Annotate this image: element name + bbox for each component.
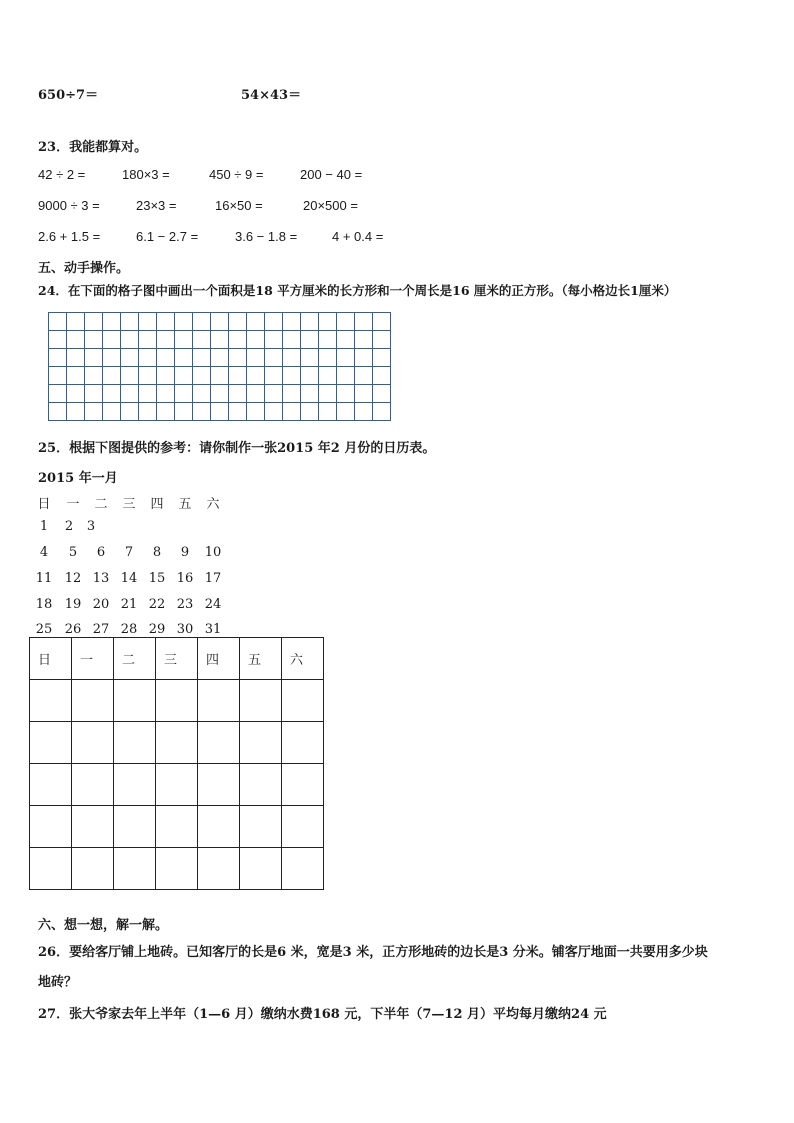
grid-cell[interactable]: [175, 403, 193, 421]
calendar-date: 9: [180, 545, 190, 560]
section-5-heading: 五、动手操作。: [38, 261, 130, 276]
grid-cell[interactable]: [67, 385, 85, 403]
grid-cell[interactable]: [355, 385, 373, 403]
grid-cell[interactable]: [121, 367, 139, 385]
grid-cell[interactable]: [337, 403, 355, 421]
grid-cell[interactable]: [121, 403, 139, 421]
grid-cell[interactable]: [247, 313, 265, 331]
grid-cell[interactable]: [85, 349, 103, 367]
calendar-date: 24: [204, 597, 222, 612]
calendar-blank-row: [30, 806, 324, 848]
calendar-date: 13: [92, 571, 110, 586]
section-6-heading: 六、想一想，解一解。: [38, 918, 169, 933]
calendar-date: 1: [39, 519, 49, 534]
calendar-header-cell: [114, 638, 156, 680]
grid-cell[interactable]: [229, 385, 247, 403]
grid-cell[interactable]: [319, 385, 337, 403]
grid-cell[interactable]: [49, 313, 67, 331]
q26-text-line2: 地砖？: [38, 975, 78, 990]
weekday: 日: [37, 497, 51, 512]
grid-cell[interactable]: [265, 313, 283, 331]
calendar-date: 23: [176, 597, 194, 612]
grid-cell[interactable]: [175, 331, 193, 349]
calendar-blank-cell[interactable]: [156, 764, 198, 806]
weekday-label: 三: [164, 653, 178, 668]
grid-cell[interactable]: [319, 403, 337, 421]
weekday-label: 四: [206, 653, 220, 668]
calendar-date: 8: [152, 545, 162, 560]
expression: 2.6 + 1.5 =: [38, 229, 101, 244]
grid-row: [49, 385, 391, 403]
calendar-date: 27: [92, 622, 110, 637]
grid-cell[interactable]: [67, 367, 85, 385]
weekday-label: 一: [80, 653, 94, 668]
calendar-date: 12: [64, 571, 82, 586]
expression: 9000 ÷ 3 =: [38, 198, 100, 213]
grid-cell[interactable]: [67, 403, 85, 421]
grid-row: [49, 331, 391, 349]
calendar-blank-cell[interactable]: [240, 680, 282, 722]
calendar-blank-cell[interactable]: [240, 806, 282, 848]
calendar-blank-row: [30, 680, 324, 722]
grid-cell[interactable]: [157, 349, 175, 367]
expression: 4 + 0.4 =: [332, 229, 384, 244]
weekday: 三: [122, 497, 136, 512]
q24-title: 24．在下面的格子图中画出一个面积是18 平方厘米的长方形和一个周长是16 厘米的正方形。（每小格边长1厘米）: [38, 283, 677, 298]
grid-cell[interactable]: [283, 385, 301, 403]
calendar-header-cell: [30, 638, 72, 680]
grid-row: [49, 367, 391, 385]
calendar-blank-cell[interactable]: [240, 764, 282, 806]
calendar-date: 21: [120, 597, 138, 612]
grid-cell[interactable]: [175, 367, 193, 385]
grid-cell[interactable]: [103, 331, 121, 349]
expression: 3.6 − 1.8 =: [235, 229, 298, 244]
grid-cell[interactable]: [175, 349, 193, 367]
calendar-blank-cell[interactable]: [240, 722, 282, 764]
grid-cell[interactable]: [355, 349, 373, 367]
grid-cell[interactable]: [229, 403, 247, 421]
calendar-date: 19: [64, 597, 82, 612]
grid-cell[interactable]: [211, 313, 229, 331]
grid-cell[interactable]: [103, 403, 121, 421]
grid-cell[interactable]: [337, 349, 355, 367]
grid-cell[interactable]: [247, 385, 265, 403]
weekday-label: 日: [38, 653, 52, 668]
grid-cell[interactable]: [193, 403, 211, 421]
calendar-date: 14: [120, 571, 138, 586]
calendar-blank-cell[interactable]: [156, 680, 198, 722]
grid-cell[interactable]: [49, 331, 67, 349]
grid-cell[interactable]: [193, 313, 211, 331]
grid-cell[interactable]: [265, 349, 283, 367]
calendar-blank-row: [30, 764, 324, 806]
expression: 6.1 − 2.7 =: [136, 229, 199, 244]
calendar-blank-cell[interactable]: [282, 680, 324, 722]
grid-cell[interactable]: [67, 349, 85, 367]
blank-calendar-table[interactable]: [29, 637, 324, 890]
grid-cell[interactable]: [175, 313, 193, 331]
calendar-date: 25: [35, 622, 53, 637]
grid-cell[interactable]: [337, 331, 355, 349]
grid-cell[interactable]: [49, 367, 67, 385]
calendar-blank-cell[interactable]: [72, 848, 114, 890]
grid-cell[interactable]: [247, 349, 265, 367]
calendar-header-cell: [240, 638, 282, 680]
expression: 42 ÷ 2 =: [38, 167, 86, 182]
grid-cell[interactable]: [319, 313, 337, 331]
grid-cell[interactable]: [193, 367, 211, 385]
grid-cell[interactable]: [355, 313, 373, 331]
grid-cell[interactable]: [211, 367, 229, 385]
grid-cell[interactable]: [247, 331, 265, 349]
calendar-date: 16: [176, 571, 194, 586]
calendar-date: 11: [35, 571, 53, 586]
grid-cell[interactable]: [265, 367, 283, 385]
grid-cell[interactable]: [157, 403, 175, 421]
calendar-blank-row: [30, 722, 324, 764]
grid-cell[interactable]: [85, 367, 103, 385]
grid-cell[interactable]: [157, 385, 175, 403]
grid-cell[interactable]: [67, 331, 85, 349]
weekday: 六: [206, 497, 220, 512]
grid-cell[interactable]: [229, 349, 247, 367]
calendar-blank-cell[interactable]: [156, 806, 198, 848]
calendar-date: 2: [64, 519, 74, 534]
calendar-header-cell: [198, 638, 240, 680]
calendar-blank-cell[interactable]: [72, 806, 114, 848]
problem-multiplication: 54×43＝: [241, 88, 302, 103]
calendar-date: 4: [39, 545, 49, 560]
calendar-date: 7: [124, 545, 134, 560]
calendar-blank-cell[interactable]: [156, 722, 198, 764]
grid-cell[interactable]: [373, 349, 391, 367]
calendar-date: 10: [204, 545, 222, 560]
grid-cell[interactable]: [139, 385, 157, 403]
grid-cell[interactable]: [103, 385, 121, 403]
grid-cell[interactable]: [283, 367, 301, 385]
calendar-date: 29: [148, 622, 166, 637]
grid-cell[interactable]: [157, 331, 175, 349]
grid-cell[interactable]: [139, 331, 157, 349]
grid-cell[interactable]: [139, 367, 157, 385]
grid-cell[interactable]: [337, 367, 355, 385]
weekday-label: 六: [290, 653, 304, 668]
grid-cell[interactable]: [229, 313, 247, 331]
grid-cell[interactable]: [229, 367, 247, 385]
calendar-date: 22: [148, 597, 166, 612]
calendar-blank-row: [30, 848, 324, 890]
weekday: 四: [150, 497, 164, 512]
grid-cell[interactable]: [175, 385, 193, 403]
grid-cell[interactable]: [121, 349, 139, 367]
calendar-date: 20: [92, 597, 110, 612]
grid-cell[interactable]: [373, 403, 391, 421]
grid-cell[interactable]: [85, 403, 103, 421]
grid-cell[interactable]: [121, 331, 139, 349]
q26-text-line1: 26．要给客厅铺上地砖。已知客厅的长是6 米，宽是3 米，正方形地砖的边长是3 分米。铺客厅地面一共要用多少块: [38, 945, 708, 960]
calendar-blank-cell[interactable]: [282, 806, 324, 848]
grid-cell[interactable]: [121, 313, 139, 331]
grid-cell[interactable]: [157, 367, 175, 385]
grid-cell[interactable]: [319, 331, 337, 349]
calendar-blank-cell[interactable]: [114, 764, 156, 806]
weekday: 一: [66, 497, 80, 512]
weekday: 五: [178, 497, 192, 512]
grid-cell[interactable]: [301, 367, 319, 385]
expression: 16×50 =: [215, 198, 263, 213]
problem-division: 650÷7＝: [38, 88, 99, 103]
calendar-blank-cell[interactable]: [30, 806, 72, 848]
calendar-blank-cell[interactable]: [198, 848, 240, 890]
calendar-date: 6: [96, 545, 106, 560]
q27-text: 27．张大爷家去年上半年（1—6 月）缴纳水费168 元，下半年（7—12 月）平均每月缴纳24 元: [38, 1007, 607, 1022]
grid-cell[interactable]: [211, 385, 229, 403]
calendar-date: 30: [176, 622, 194, 637]
grid-cell[interactable]: [373, 313, 391, 331]
expression: 20×500 =: [303, 198, 358, 213]
weekday-label: 二: [122, 653, 136, 668]
grid-cell[interactable]: [49, 349, 67, 367]
calendar-date: 3: [86, 519, 96, 534]
grid-cell[interactable]: [193, 349, 211, 367]
calendar-date: 15: [148, 571, 166, 586]
grid-cell[interactable]: [319, 349, 337, 367]
calendar-date: 31: [204, 622, 222, 637]
expression: 23×3 =: [136, 198, 177, 213]
grid-cell[interactable]: [139, 403, 157, 421]
calendar-blank-cell[interactable]: [30, 722, 72, 764]
grid-cell[interactable]: [283, 403, 301, 421]
grid-cell[interactable]: [355, 331, 373, 349]
grid-cell[interactable]: [373, 331, 391, 349]
calendar-blank-cell[interactable]: [114, 806, 156, 848]
calendar-header-cell: [282, 638, 324, 680]
grid-cell[interactable]: [49, 403, 67, 421]
grid-cell[interactable]: [355, 403, 373, 421]
calendar-blank-cell[interactable]: [282, 722, 324, 764]
grid-cell[interactable]: [85, 331, 103, 349]
calendar-blank-cell[interactable]: [114, 680, 156, 722]
grid-cell[interactable]: [139, 349, 157, 367]
grid-row: [49, 403, 391, 421]
grid-cell[interactable]: [373, 385, 391, 403]
calendar-blank-cell[interactable]: [198, 764, 240, 806]
grid-cell[interactable]: [265, 403, 283, 421]
grid-cell[interactable]: [211, 331, 229, 349]
calendar-blank-cell[interactable]: [240, 848, 282, 890]
grid-cell[interactable]: [103, 313, 121, 331]
grid-cell[interactable]: [121, 385, 139, 403]
calendar-date: 28: [120, 622, 138, 637]
calendar-blank-cell[interactable]: [72, 680, 114, 722]
grid-cell[interactable]: [85, 313, 103, 331]
grid-cell[interactable]: [283, 331, 301, 349]
grid-cell[interactable]: [337, 313, 355, 331]
q23-title: 23．我能都算对。: [38, 140, 148, 155]
calendar-blank-cell[interactable]: [72, 764, 114, 806]
calendar-blank-cell[interactable]: [282, 848, 324, 890]
grid-cell[interactable]: [265, 385, 283, 403]
grid-cell[interactable]: [283, 349, 301, 367]
grid-cell[interactable]: [301, 313, 319, 331]
calendar-header-cell: [156, 638, 198, 680]
calendar-blank-cell[interactable]: [30, 848, 72, 890]
grid-cell[interactable]: [103, 349, 121, 367]
grid-cell[interactable]: [283, 313, 301, 331]
grid-cell[interactable]: [301, 385, 319, 403]
grid-cell[interactable]: [229, 331, 247, 349]
grid-row: [49, 313, 391, 331]
grid-cell[interactable]: [67, 313, 85, 331]
grid-cell[interactable]: [211, 403, 229, 421]
grid-cell[interactable]: [301, 349, 319, 367]
weekday-label: 五: [248, 653, 262, 668]
grid-cell[interactable]: [301, 331, 319, 349]
calendar-date: 5: [68, 545, 78, 560]
calendar-blank-cell[interactable]: [198, 722, 240, 764]
calendar-blank-cell[interactable]: [30, 680, 72, 722]
reference-calendar-title: 2015 年一月: [38, 471, 118, 486]
calendar-date: 26: [64, 622, 82, 637]
calendar-blank-cell[interactable]: [114, 848, 156, 890]
grid-cell[interactable]: [247, 367, 265, 385]
grid-cell[interactable]: [247, 403, 265, 421]
grid-cell[interactable]: [85, 385, 103, 403]
grid-cell[interactable]: [211, 349, 229, 367]
calendar-header-row: [30, 638, 324, 680]
calendar-blank-cell[interactable]: [114, 722, 156, 764]
expression: 180×3 =: [122, 167, 170, 182]
grid-cell[interactable]: [193, 385, 211, 403]
calendar-blank-cell[interactable]: [198, 680, 240, 722]
grid-cell[interactable]: [373, 367, 391, 385]
calendar-blank-cell[interactable]: [156, 848, 198, 890]
square-grid[interactable]: [48, 312, 391, 421]
grid-row: [49, 349, 391, 367]
grid-cell[interactable]: [49, 385, 67, 403]
calendar-header-cell: [72, 638, 114, 680]
grid-cell[interactable]: [139, 313, 157, 331]
grid-cell[interactable]: [337, 385, 355, 403]
expression: 200 − 40 =: [300, 167, 363, 182]
calendar-date: 18: [35, 597, 53, 612]
grid-cell[interactable]: [301, 403, 319, 421]
calendar-date: 17: [204, 571, 222, 586]
grid-cell[interactable]: [103, 367, 121, 385]
calendar-blank-cell[interactable]: [198, 806, 240, 848]
grid-cell[interactable]: [157, 313, 175, 331]
calendar-blank-cell[interactable]: [282, 764, 324, 806]
q25-title: 25．根据下图提供的参考：请你制作一张2015 年2 月份的日历表。: [38, 441, 436, 456]
expression: 450 ÷ 9 =: [209, 167, 264, 182]
calendar-blank-cell[interactable]: [30, 764, 72, 806]
calendar-blank-cell[interactable]: [72, 722, 114, 764]
weekday: 二: [94, 497, 108, 512]
grid-cell[interactable]: [265, 331, 283, 349]
grid-cell[interactable]: [319, 367, 337, 385]
grid-cell[interactable]: [355, 367, 373, 385]
grid-cell[interactable]: [193, 331, 211, 349]
